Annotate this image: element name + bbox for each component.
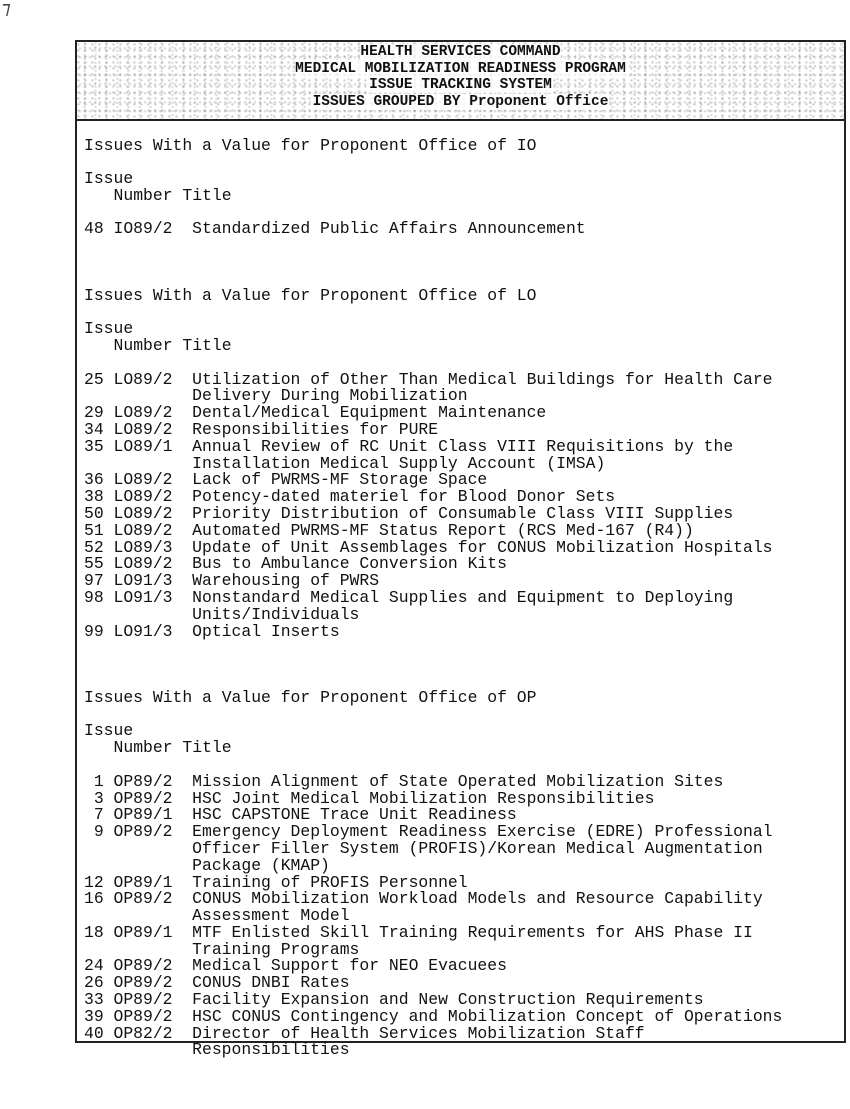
issue-number: 35 xyxy=(84,436,104,456)
issue-number: 97 xyxy=(84,571,104,591)
issue-number: 12 xyxy=(84,872,104,892)
issue-title: Emergency Deployment Readiness Exercise (EDRE) Professional Officer Filler System (PROFIS)/Korean Medical Augmentation Package (KMAP) xyxy=(192,822,773,875)
header-line-2: MEDICAL MOBILIZATION READINESS PROGRAM xyxy=(295,60,626,77)
issue-code: IO89/2 xyxy=(113,219,173,239)
issue-code: LO89/2 xyxy=(113,487,173,507)
header-line-4: ISSUES GROUPED BY Proponent Office xyxy=(312,93,609,110)
issue-number: 3 xyxy=(93,788,104,808)
column-header-number: Number xyxy=(113,737,173,757)
issue-title: HSC CAPSTONE Trace Unit Readiness xyxy=(192,805,517,825)
issue-number: 39 xyxy=(84,1006,104,1026)
issue-code: OP89/2 xyxy=(113,1006,173,1026)
issue-row xyxy=(84,824,782,874)
issue-row xyxy=(84,1023,782,1060)
issue-section xyxy=(84,138,782,238)
column-header-row xyxy=(84,335,782,355)
issue-title: Standardized Public Affairs Announcement xyxy=(192,219,586,239)
issue-title: Automated PWRMS-MF Status Report (RCS Med-167 (R4)) xyxy=(192,520,694,540)
issue-code: OP89/1 xyxy=(113,872,173,892)
issue-title: Utilization of Other Than Medical Buildings for Health Care Delivery During Mobilization xyxy=(192,369,773,406)
column-header-title: Title xyxy=(182,737,232,757)
report-frame xyxy=(75,40,846,1060)
column-header-number: Number xyxy=(113,185,173,205)
issue-title: HSC Joint Medical Mobilization Responsibilities xyxy=(192,788,655,808)
issue-number: 52 xyxy=(84,537,104,557)
issue-code: OP82/2 xyxy=(113,1023,173,1043)
column-headers xyxy=(84,318,782,355)
issue-number: 24 xyxy=(84,956,104,976)
issue-title: CONUS DNBI Rates xyxy=(192,973,350,993)
section-title: Issues With a Value for Proponent Office of IO xyxy=(84,136,537,155)
issue-row xyxy=(84,771,782,791)
column-headers xyxy=(84,723,782,757)
issue-number: 98 xyxy=(84,587,104,607)
issue-row xyxy=(84,556,782,573)
issue-number: 7 xyxy=(93,805,104,825)
issue-title: Medical Support for NEO Evacuees xyxy=(192,956,507,976)
issue-code: LO91/3 xyxy=(113,571,173,591)
issue-number: 1 xyxy=(93,771,104,791)
issue-title: CONUS Mobilization Workload Models and Resource Capability Assessment Model xyxy=(192,889,763,926)
issue-code: LO89/2 xyxy=(113,419,173,439)
column-header-title: Title xyxy=(182,335,232,355)
report-body xyxy=(84,138,782,1109)
issue-number: 48 xyxy=(84,219,104,239)
issue-code: LO89/3 xyxy=(113,537,173,557)
issue-code: OP89/1 xyxy=(113,805,173,825)
issue-number: 50 xyxy=(84,503,104,523)
issue-title: Priority Distribution of Consumable Class VIII Supplies xyxy=(192,503,734,523)
column-header-issue: Issue xyxy=(84,721,134,741)
issue-code: OP89/2 xyxy=(113,990,173,1010)
issue-number: 99 xyxy=(84,621,104,641)
issue-row xyxy=(84,221,782,238)
issue-title: Annual Review of RC Unit Class VIII Requisitions by the Installation Medical Supply Account (IMSA) xyxy=(192,436,734,473)
issue-row xyxy=(84,621,782,641)
issue-code: LO89/2 xyxy=(113,520,173,540)
issue-number: 25 xyxy=(84,369,104,389)
issue-title: HSC CONUS Contingency and Mobilization Concept of Operations xyxy=(192,1006,783,1026)
issue-title: Training of PROFIS Personnel xyxy=(192,872,468,892)
corner-mark: ⁊ xyxy=(2,0,11,20)
issue-code: LO91/3 xyxy=(113,621,173,641)
issue-number: 9 xyxy=(93,822,104,842)
issue-section xyxy=(84,690,782,1059)
column-header-number: Number xyxy=(113,335,173,355)
column-header-issue: Issue xyxy=(84,318,134,338)
issue-title: Responsibilities for PURE xyxy=(192,419,439,439)
column-header-row xyxy=(84,185,782,205)
issue-title: Mission Alignment of State Operated Mobilization Sites xyxy=(192,771,724,791)
issue-title: Potency-dated materiel for Blood Donor Sets xyxy=(192,487,616,507)
issue-number: 55 xyxy=(84,554,104,574)
issue-code: LO89/2 xyxy=(113,369,173,389)
issue-title: Dental/Medical Equipment Maintenance xyxy=(192,403,547,423)
header-line-1: HEALTH SERVICES COMMAND xyxy=(360,44,561,60)
issue-code: LO89/2 xyxy=(113,470,173,490)
issue-number: 36 xyxy=(84,470,104,490)
issue-title: Director of Health Services Mobilization Staff Responsibilities xyxy=(192,1023,645,1060)
header-line-3: ISSUE TRACKING SYSTEM xyxy=(369,77,552,93)
issue-title: Bus to Ambulance Conversion Kits xyxy=(192,554,507,574)
issue-number: 26 xyxy=(84,973,104,993)
issue-number: 34 xyxy=(84,419,104,439)
issue-number: 51 xyxy=(84,520,104,540)
issue-row xyxy=(84,922,782,959)
issue-row xyxy=(84,891,782,925)
issue-title: Update of Unit Assemblages for CONUS Mobilization Hospitals xyxy=(192,537,773,557)
column-header-row xyxy=(84,737,782,757)
issue-title: Lack of PWRMS-MF Storage Space xyxy=(192,470,488,490)
issue-code: LO89/2 xyxy=(113,554,173,574)
issue-code: OP89/2 xyxy=(113,771,173,791)
issue-title: Optical Inserts xyxy=(192,621,340,641)
issue-code: OP89/2 xyxy=(113,788,173,808)
issue-code: LO91/3 xyxy=(113,587,173,607)
issue-title: Facility Expansion and New Construction Requirements xyxy=(192,990,704,1010)
section-title: Issues With a Value for Proponent Office of LO xyxy=(84,286,537,306)
issue-code: OP89/2 xyxy=(113,889,173,909)
report-header xyxy=(77,42,844,121)
issue-title: MTF Enlisted Skill Training Requirements for AHS Phase II Training Programs xyxy=(192,922,753,959)
issue-row xyxy=(84,369,782,406)
issue-title: Warehousing of PWRS xyxy=(192,571,380,591)
issue-number: 38 xyxy=(84,487,104,507)
issue-number: 29 xyxy=(84,403,104,423)
issue-code: OP89/1 xyxy=(113,922,173,942)
issue-code: LO89/2 xyxy=(113,503,173,523)
issue-row xyxy=(84,587,782,624)
column-header-title: Title xyxy=(182,185,232,205)
issue-code: OP89/2 xyxy=(113,973,173,993)
issue-number: 16 xyxy=(84,889,104,909)
issue-number: 40 xyxy=(84,1023,104,1043)
column-headers xyxy=(84,168,782,205)
issue-code: LO89/1 xyxy=(113,436,173,456)
section-title: Issues With a Value for Proponent Office of OP xyxy=(84,688,537,708)
issue-row xyxy=(84,958,782,975)
issue-section xyxy=(84,288,782,640)
issue-code: OP89/2 xyxy=(113,956,173,976)
issue-number: 33 xyxy=(84,990,104,1010)
column-header-issue: Issue xyxy=(84,168,134,188)
issue-number: 18 xyxy=(84,922,104,942)
issue-code: LO89/2 xyxy=(113,403,173,423)
issue-row xyxy=(84,436,782,473)
issue-code: OP89/2 xyxy=(113,822,173,842)
issue-title: Nonstandard Medical Supplies and Equipment to Deploying Units/Individuals xyxy=(192,587,734,624)
